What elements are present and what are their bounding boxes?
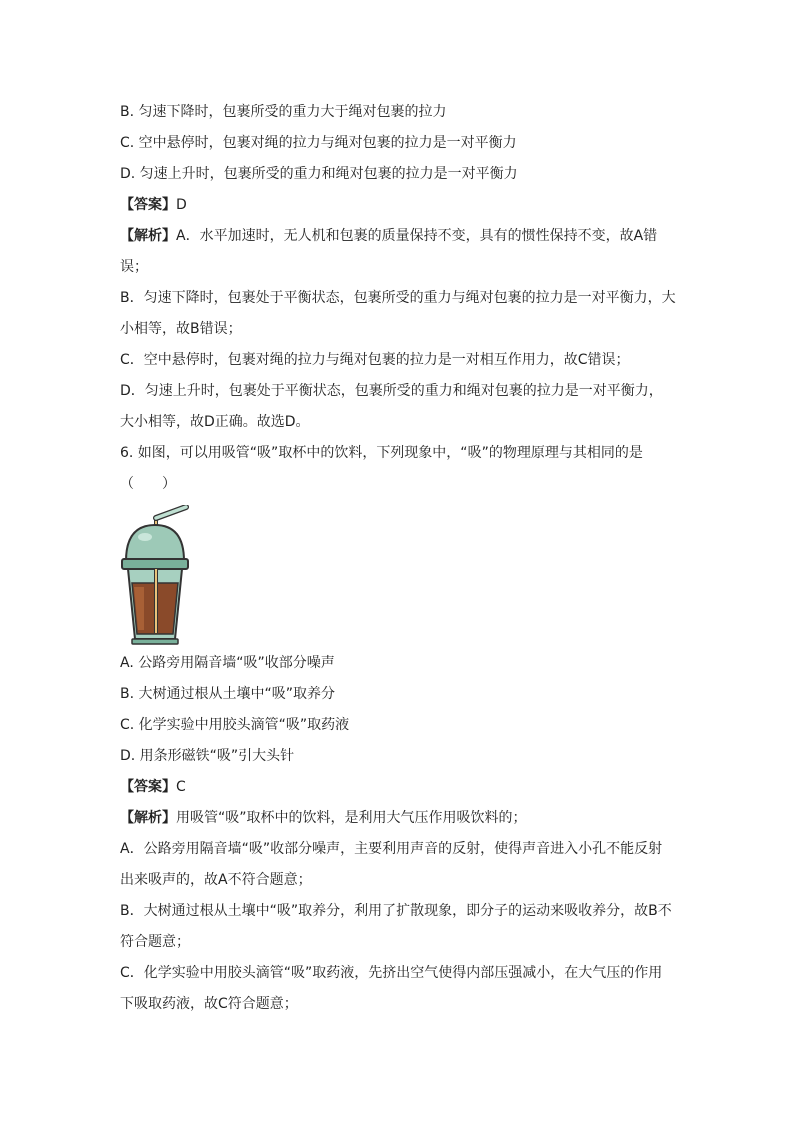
q5-answer-tag: 【答案】: [120, 197, 176, 213]
q6-analysis-a: A．公路旁用隔音墙“吸”收部分噪声，主要利用声音的反射，使得声音进入小孔不能反射出来吸声的，故A不符合题意；: [120, 841, 663, 888]
q6-analysis-intro: 用吸管“吸”取杯中的饮料，是利用大气压作用吸饮料的；: [176, 810, 527, 826]
q6-stem: 6. 如图，可以用吸管“吸”取杯中的饮料，下列现象中，“吸”的物理原理与其相同的是（ ）: [120, 445, 643, 492]
q6-option-d: D. 用条形磁铁“吸”引大头针: [120, 748, 295, 764]
q6-analysis-b: B．大树通过根从土壤中“吸”取养分，利用了扩散现象，即分子的运动来吸收养分，故B不符合题意；: [120, 903, 672, 950]
q5-option-d: D. 匀速上升时，包裹所受的重力和绳对包裹的拉力是一对平衡力: [120, 166, 518, 182]
q6-answer-line: [120, 777, 186, 797]
q6-option-c: C. 化学实验中用胶头滴管“吸”取药液: [120, 717, 350, 733]
q5-analysis-a-block: [120, 221, 676, 283]
q6-answer-tag: 【答案】: [120, 779, 176, 795]
q5-analysis-a: A．水平加速时，无人机和包裹的质量保持不变，具有的惯性保持不变，故A错误；: [120, 228, 658, 275]
q5-answer: D: [176, 197, 187, 213]
q6-answer: C: [176, 779, 186, 795]
q6-analysis-intro-line: [120, 808, 527, 828]
q6-analysis-c: C．化学实验中用胶头滴管“吸”取药液，先挤出空气使得内部压强减小，在大气压的作用下吸取药液，故C符合题意；: [120, 965, 663, 1012]
q6-option-b: B. 大树通过根从土壤中“吸”取养分: [120, 686, 336, 702]
q5-option-c: C. 空中悬停时，包裹对绳的拉力与绳对包裹的拉力是一对平衡力: [120, 135, 517, 151]
q6-option-a: A. 公路旁用隔音墙“吸”收部分噪声: [120, 655, 335, 671]
q5-analysis-b: B．匀速下降时，包裹处于平衡状态，包裹所受的重力与绳对包裹的拉力是一对平衡力，大小相等，故B错误；: [120, 290, 676, 337]
cup-with-straw-figure: [120, 505, 190, 645]
q5-analysis-c: C．空中悬停时，包裹对绳的拉力与绳对包裹的拉力是一对相互作用力，故C错误；: [120, 352, 630, 368]
q6-analysis-tag: 【解析】: [120, 810, 176, 826]
q5-option-b: B. 匀速下降时，包裹所受的重力大于绳对包裹的拉力: [120, 104, 447, 120]
q5-analysis-d: D．匀速上升时，包裹处于平衡状态，包裹所受的重力和绳对包裹的拉力是一对平衡力，大小相等，故D正确。故选D。: [120, 383, 663, 430]
q5-analysis-tag: 【解析】: [120, 228, 176, 244]
q5-answer-line: [120, 195, 187, 215]
